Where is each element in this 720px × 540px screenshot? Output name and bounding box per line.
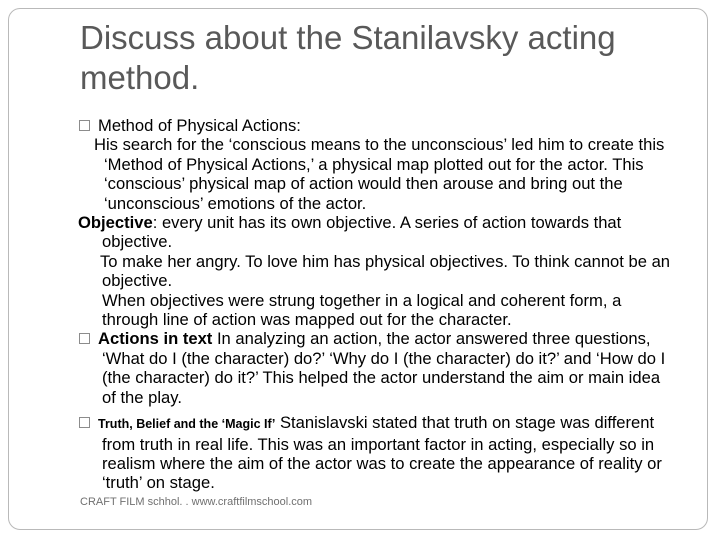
bullet-label: Truth, Belief and the ‘Magic If’	[98, 417, 276, 432]
bullet-label: Method of Physical Actions:	[98, 116, 301, 135]
paragraph-objective	[78, 213, 678, 252]
objective-label: Objective	[78, 213, 153, 233]
bullet-text: In analyzing an action, the actor answered three questions, ‘What do I (the character) do?’ ‘Why do I (the character) do it?’ and ‘How do I (the character) do it?’ This helped the actor understand the aim or main idea of the play.	[102, 329, 666, 407]
bullet-label: Actions in text	[98, 329, 213, 349]
footer-credit: CRAFT FILM schhol. . www.craftfilmschool.com	[80, 496, 313, 508]
slide-title: Discuss about the Stanilavsky acting method.	[80, 19, 616, 96]
square-bullet-icon	[79, 120, 90, 131]
square-bullet-icon	[79, 417, 90, 428]
slide-body	[78, 116, 678, 493]
bullet-method-of-physical-actions	[78, 116, 678, 135]
bullet-text: Stanislavski stated that truth on stage was different from truth in real life. This was an important factor in acting, especially so in realism where the aim of the actor was to create the appearance of reality or ‘truth’ on stage.	[102, 413, 662, 493]
paragraph-physical-objectives: To make her angry. To love him has physical objectives. To think cannot be an objective.	[100, 251, 671, 291]
objective-text: : every unit has its own objective. A series of action towards that objective.	[102, 213, 622, 252]
bullet-truth-belief-magic-if	[78, 413, 678, 493]
bullet-actions-in-text	[78, 329, 678, 407]
paragraph-conscious-means: His search for the ‘conscious means to the unconscious’ led him to create this ‘Method of Physical Actions,’ a physical map plotted out for the actor. This ‘conscious’ physical map of action would then arouse and bring out the ‘unconscious’ emotions of the actor.	[94, 135, 665, 213]
paragraph-through-line: When objectives were strung together in a logical and coherent form, a through line of action was mapped out for the character.	[102, 290, 622, 330]
square-bullet-icon	[79, 333, 90, 344]
